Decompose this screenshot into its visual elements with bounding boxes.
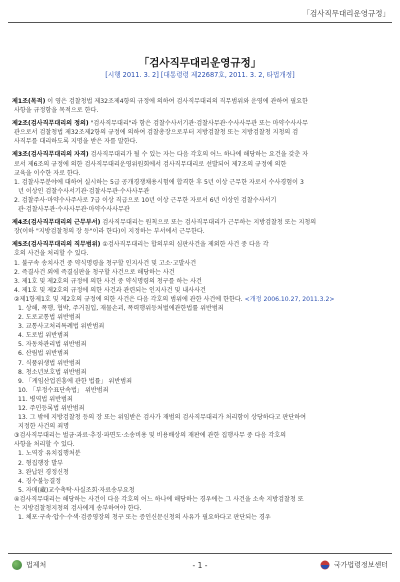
article-text: 검사직무대리가 될 수 있는 자는 다음 각호의 어느 하나에 해당하는 요건을 갖춘 자	[88, 151, 309, 159]
article-text: ①검사직무대리는 합의부의 심판사건을 제외한 사건 중 다음 각	[100, 241, 269, 249]
article-paragraph: 사항을 처리할 수 있다.	[14, 441, 75, 449]
footer-publisher-label: 법제처	[26, 561, 47, 569]
footer-source-label: 국가법령정보센터	[333, 561, 388, 569]
amendment-link[interactable]: <개정 2006.10.27, 2011.3.2>	[244, 295, 335, 303]
article-subitem: 6. 산림법 위반범죄	[18, 350, 69, 358]
article-text: 검사직무대리는 원칙으로 또는 검사직무대리가 근무하는 지방검찰청 또는 지청의	[100, 219, 317, 227]
article-item: 2. 즉결사건 외에 즉결심판을 청구할 사건으로 해당하는 사건	[14, 268, 175, 276]
article-3	[12, 150, 390, 214]
article-item: 1. 불구속 송치사건 중 약식명령을 청구할 인지사건 및 고소·고발사건	[14, 259, 197, 267]
article-item: 1. 검찰사무분야에 대하여 실시하는 5급 공개경쟁채용시험에 합격한 후 5년 이상 근무한 자로서 수사경험이 3	[14, 178, 304, 186]
article-subitem: 11. 병역법 위반범죄	[18, 395, 73, 403]
article-text: 교육을 이수한 자로 한다.	[14, 169, 81, 177]
article-heading: 제2조(검사직무대리의 정의)	[12, 120, 89, 128]
article-paragraph: ④검사직무대리는 해당하는 사건이 다음 각호의 어느 하나에 해당하는 경우에는 그 사건을 소속 지방검찰청 또	[14, 495, 304, 503]
article-heading: 제3조(검사직무대리의 자격)	[12, 151, 89, 159]
article-item: 년 이상인 검찰수사서기관·검찰사무관·수사사무관	[18, 187, 150, 195]
article-heading: 제5조(검사직무대리의 직무범위)	[12, 241, 101, 249]
article-paragraph: ③검사직무대리는 벌금·과료·추징·파면도·소송비용 및 비용배상의 재판에 관한 집행사무 중 다음 각호의	[14, 432, 286, 440]
article-item: 관·검찰사무관·수사사무관·마약수사사무관	[18, 206, 130, 214]
article-4	[12, 218, 390, 236]
article-item: 4. 제1호 및 제2호의 규정에 의한 사건과 관련되는 인지사건 및 내사사건	[14, 286, 206, 294]
header-divider	[8, 22, 392, 23]
article-text: 관으로서 검찰청법 제32조제2항의 규정에 의하여 검찰총장으로부터 지방검찰청 또는 지방검찰청 지청의 검	[14, 129, 299, 137]
article-subitem: 1. 노역장 유치집행처분	[18, 450, 81, 458]
article-subitem: 9. 「게임산업진흥에 관한 법률」 위반범죄	[18, 377, 133, 385]
article-text: 장(이하 "지방검찰청의 장 등"이라 한다)이 지정하는 부서에서 근무한다.	[14, 228, 205, 236]
article-text: 로서 제6조의 규정에 의한 검사직무대리운영위원회에서 검사직무대리로 선발되어 제7조의 규정에 의한	[14, 160, 287, 168]
law-center-emblem-icon	[320, 560, 330, 570]
article-heading: 제4조(검사직무대리의 근무부서)	[12, 219, 101, 227]
footer-source	[320, 560, 388, 570]
article-subitem: 2. 도로교통법 위반범죄	[18, 314, 81, 322]
article-item: 3. 제1호 및 제2호의 규정에 의한 사건 중 약식명령의 청구를 하는 사건	[14, 277, 202, 285]
article-subitem: 7. 식품위생법 위반범죄	[18, 359, 81, 367]
article-item: ②제1항제1호 및 제2호의 규정에 의한 사건은 다음 각호의 범위에 관한 사건에 한한다.	[14, 295, 243, 303]
footer-divider	[8, 553, 392, 554]
article-subitem: 3. 완납된 경정신청	[18, 468, 69, 476]
article-5	[12, 240, 390, 522]
article-subitem: 2. 형집행장 발부	[18, 459, 64, 467]
article-heading: 제1조(목적)	[12, 98, 46, 105]
article-subitem: 1. 상해, 폭행, 협박, 주거침입, 재물손괴, 폭력행위등처벌에관한법률 위반범죄	[18, 304, 224, 312]
document-enforcement-info[interactable]: [시행 2011. 3. 2] [대통령령 제22687호, 2011. 3. 2, 타법개정]	[105, 71, 295, 79]
article-subitem: 8. 청소년보호법 위반범죄	[18, 368, 87, 376]
article-2	[12, 119, 390, 146]
article-paragraph: 는 지방검찰청지청의 검사에게 송부하여야 한다.	[14, 505, 142, 513]
article-text: "검사직무대리"라 함은 검찰수사서기관·검찰사무관·수사사무관 또는 마약수사사무	[88, 120, 308, 128]
article-text: 호의 사건을 처리할 수 있다.	[14, 250, 89, 258]
article-subitem: 12. 주민등록법 위반범죄	[18, 405, 85, 412]
article-subitem: 5. 자동차관리법 위반범죄	[18, 341, 87, 349]
article-subitem: 1. 체포·구속·압수·수색·검증영장의 청구 또는 증인신문신청의 사유가 필요하다고 판단되는 경우	[18, 514, 271, 522]
article-item: 2. 검찰주사·마약수사주사로 7급 이상 직급으로 10년 이상 근무한 자로서 6년 이상인 검찰수사서기	[14, 196, 277, 204]
document-title: 「검사직무대리운영규정」	[138, 57, 262, 69]
article-subitem: 4. 도로법 위반범죄	[18, 332, 69, 340]
article-subitem: 지정한 사건의 죄명	[18, 423, 69, 431]
article-subitem: 5. 자매(藏)교수축탁·사실조회·자료송부요청	[18, 486, 135, 494]
header-document-tag: 「검사직무대리운영규정」	[302, 9, 390, 18]
article-text: 이 영은 검찰청법 제32조제4항의 규정에 의하여 검사직무대리의 직무범위와 운영에 관하여 필요한	[45, 98, 308, 105]
page-number: - 1 -	[192, 561, 208, 570]
article-text: 사항을 규정함을 목적으로 한다.	[14, 107, 99, 115]
article-subitem: 3. 교통사고처리특례법 위반범죄	[18, 323, 105, 331]
article-subitem: 4. 징수불능결정	[18, 477, 62, 485]
article-subitem: 10. 「부정수표단속법」 위반범죄	[18, 386, 109, 394]
article-subitem: 13. 그 밖에 지방검찰청 등의 장 또는 위임받은 검사가 재범의 검사직무대리가 처리함이 상당하다고 판단하여	[18, 414, 306, 422]
article-text: 사직무를 대리하도록 지명을 받은 자를 말한다.	[14, 138, 138, 146]
article-1	[12, 97, 390, 115]
document-body	[12, 97, 390, 542]
